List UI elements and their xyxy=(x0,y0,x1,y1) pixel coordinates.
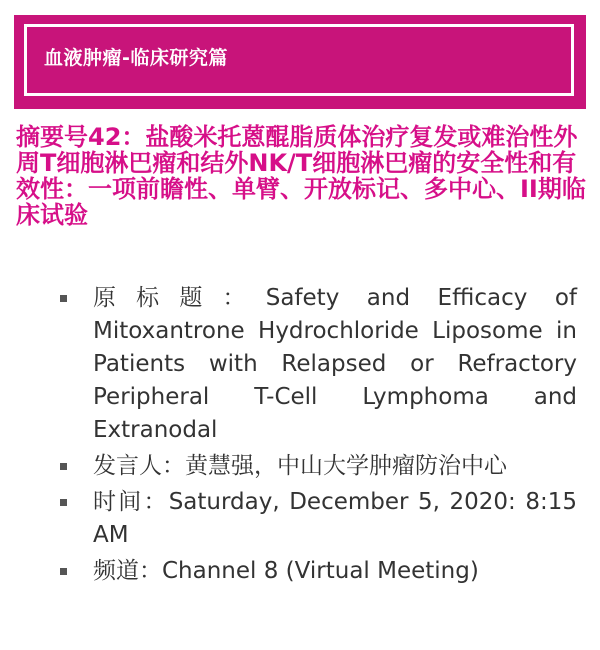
details-list xyxy=(60,282,580,591)
detail-time xyxy=(60,486,580,552)
detail-original-title-text: 原标题：Safety and Efficacy of Mitoxantrone Hydrochloride Liposome in Patients with Relapsed or Refractory Peripheral T-Cell Lymphoma and Extranodal xyxy=(93,285,577,443)
detail-time-text: 时间：Saturday, December 5, 2020: 8:15 AM xyxy=(93,489,577,548)
section-banner xyxy=(14,15,586,109)
banner-frame xyxy=(24,24,574,96)
square-bullet-icon xyxy=(60,295,67,302)
detail-speaker xyxy=(60,450,580,483)
abstract-headline: 摘要号42：盐酸米托蒽醌脂质体治疗复发或难治性外周T细胞淋巴瘤和结外NK/T细胞淋巴瘤的安全性和有效性：一项前瞻性、单臂、开放标记、多中心、II期临床试验 xyxy=(16,123,586,229)
square-bullet-icon xyxy=(60,499,67,506)
detail-speaker-text: 发言人：黄慧强，中山大学肿瘤防治中心 xyxy=(93,453,507,479)
detail-channel-text: 频道：Channel 8 (Virtual Meeting) xyxy=(93,558,479,584)
square-bullet-icon xyxy=(60,568,67,575)
square-bullet-icon xyxy=(60,463,67,470)
banner-title: 血液肿瘤-临床研究篇 xyxy=(44,47,228,69)
detail-channel xyxy=(60,555,580,588)
detail-original-title xyxy=(60,282,580,447)
